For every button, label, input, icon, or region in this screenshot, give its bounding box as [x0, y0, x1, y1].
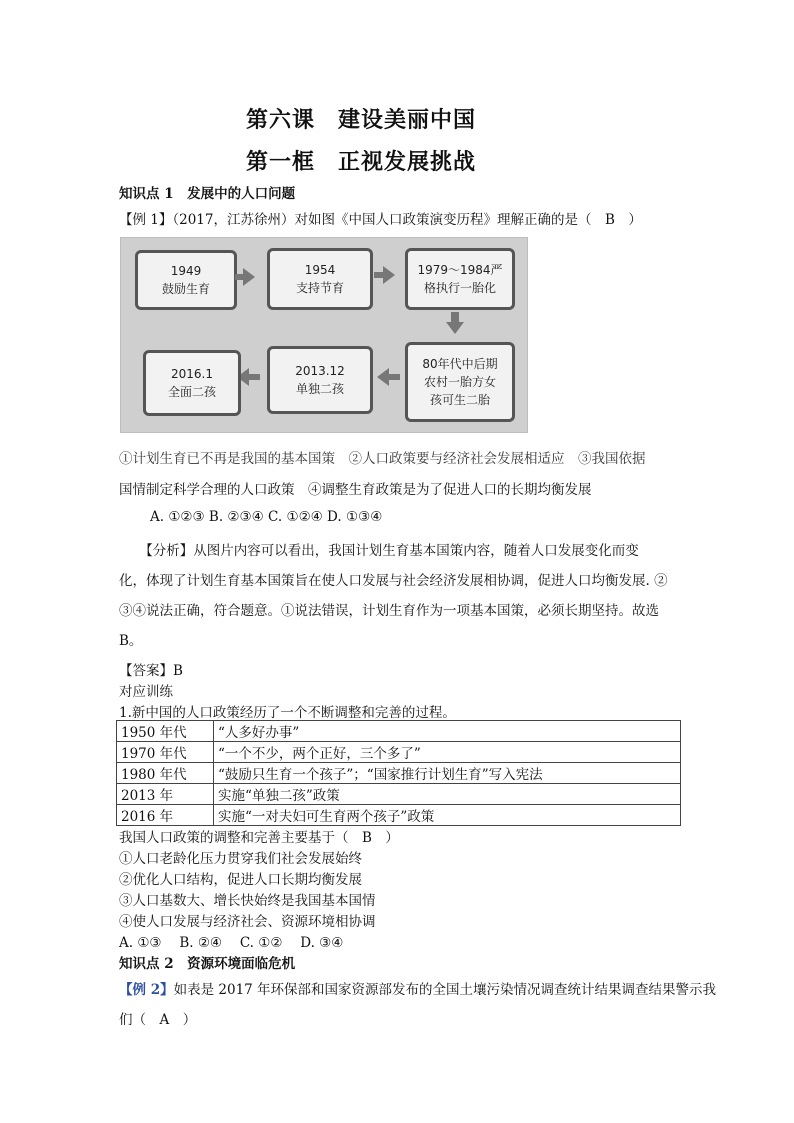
- flow-box-80s: [405, 342, 515, 422]
- analysis-line: B。: [119, 633, 143, 649]
- arrow-stem: [235, 274, 244, 280]
- table-row: [117, 742, 681, 763]
- table-cell: “人多好办事”: [214, 721, 681, 742]
- table-cell: 实施“一对夫妇可生育两个孩子”政策: [214, 805, 681, 826]
- flow-label: 支持节育: [295, 281, 344, 295]
- table-row: [117, 805, 681, 826]
- arrow-stem: [248, 374, 260, 380]
- table-cell: “鼓励只生育一个孩子”；“国家推行计划生育”写入宪法: [214, 763, 681, 784]
- table-row: [117, 784, 681, 805]
- flow-box-2016: [143, 350, 241, 416]
- flow-box-1949: [135, 250, 237, 310]
- example-1-choices: A. ①②③ B. ②③④ C. ①②④ D. ①③④: [150, 509, 383, 525]
- flow-box-1979: [405, 248, 515, 310]
- table-cell: 1970 年代: [117, 742, 214, 763]
- flow-label: 单独二孩: [295, 382, 344, 396]
- question-1-stem: 1.新中国的人口政策经历了一个不断调整和完善的过程。: [119, 705, 456, 721]
- flow-label: 格执行一胎化: [423, 281, 496, 295]
- table-cell: 2016 年: [117, 805, 214, 826]
- arrow-down-icon: [446, 322, 464, 334]
- knowledge-point-2-heading: 知识点 2 资源环境面临危机: [119, 956, 296, 972]
- analysis-line: 化，体现了计划生育基本国策旨在使人口发展与社会经济发展相协调，促进人口均衡发展. ②: [119, 573, 668, 589]
- flow-year: 1954: [304, 263, 336, 277]
- example-2-text: 如表是 2017 年环保部和国家资源部发布的全国土壤污染情况调查统计结果调查结果警示我: [173, 982, 717, 998]
- question-1-option-3: ③人口基数大、增长快始终是我国基本国情: [119, 893, 376, 909]
- example-1-analysis: [119, 536, 699, 656]
- table-cell: 实施“单独二孩”政策: [214, 784, 681, 805]
- arrow-right-icon: [243, 268, 255, 286]
- flow-year: 2016.1: [171, 367, 213, 381]
- table-cell: “一个不少，两个正好，三个多了”: [214, 742, 681, 763]
- table-cell: 2013 年: [117, 784, 214, 805]
- question-1-prompt: 我国人口政策的调整和完善主要基于（ B ）: [119, 830, 399, 846]
- analysis-line: 【分析】从图片内容可以看出，我国计划生育基本国策内容，随着人口发展变化而变: [119, 543, 639, 559]
- table-row: [117, 763, 681, 784]
- example-1-question: 【例 1】（2017，江苏徐州）对如图《中国人口政策演变历程》理解正确的是（ B ）: [119, 212, 642, 228]
- practice-heading: 对应训练: [119, 684, 173, 700]
- policy-table: [116, 720, 681, 826]
- table-row: [117, 721, 681, 742]
- arrow-stem: [451, 312, 459, 322]
- table-cell: 1980 年代: [117, 763, 214, 784]
- question-1-choices: A. ①③ B. ②④ C. ①② D. ③④: [119, 935, 344, 951]
- flow-year: 2013.12: [295, 364, 345, 378]
- example-2-question-cont: 们（ A ）: [119, 1012, 197, 1028]
- example-1-answer: 【答案】B: [119, 663, 183, 679]
- table-cell: 1950 年代: [117, 721, 214, 742]
- arrow-stem: [374, 272, 384, 278]
- question-1-option-2: ②优化人口结构，促进人口长期均衡发展: [119, 872, 362, 888]
- example-1-options-line2: 国情制定科学合理的人口政策 ④调整生育政策是为了促进人口的长期均衡发展: [119, 482, 592, 498]
- section-title: 第一框 正视发展挑战: [246, 149, 477, 175]
- arrow-right-icon: [383, 266, 395, 284]
- flow-label: 孩可生二胎: [429, 393, 490, 407]
- example-2-question: [119, 978, 716, 998]
- knowledge-point-1-heading: 知识点 1 发展中的人口问题: [119, 186, 296, 202]
- arrow-stem: [388, 374, 400, 380]
- question-1-option-4: ④使人口发展与经济社会、资源环境相协调: [119, 914, 376, 930]
- flow-label: 鼓励生育: [161, 282, 210, 296]
- flow-label: 全面二孩: [167, 385, 216, 399]
- flow-year: 1979～1984严: [417, 263, 503, 277]
- population-policy-flow-image: [120, 237, 528, 433]
- flow-box-2013: [267, 346, 373, 414]
- question-1-option-1: ①人口老龄化压力贯穿我们社会发展始终: [119, 851, 362, 867]
- flow-box-1954: [267, 248, 373, 310]
- analysis-line: ③④说法正确，符合题意。①说法错误，计划生育作为一项基本国策，必须长期坚持。故选: [119, 603, 659, 619]
- lesson-title: 第六课 建设美丽中国: [246, 107, 477, 133]
- flow-year: 80年代中后期: [422, 357, 498, 371]
- flow-label: 农村一胎方女: [423, 375, 496, 389]
- example-1-options-line1: ①计划生育已不再是我国的基本国策 ②人口政策要与经济社会发展相适应 ③我国依据: [119, 451, 646, 467]
- example-2-label: 【例 2】: [119, 982, 174, 998]
- flow-year: 1949: [170, 264, 202, 278]
